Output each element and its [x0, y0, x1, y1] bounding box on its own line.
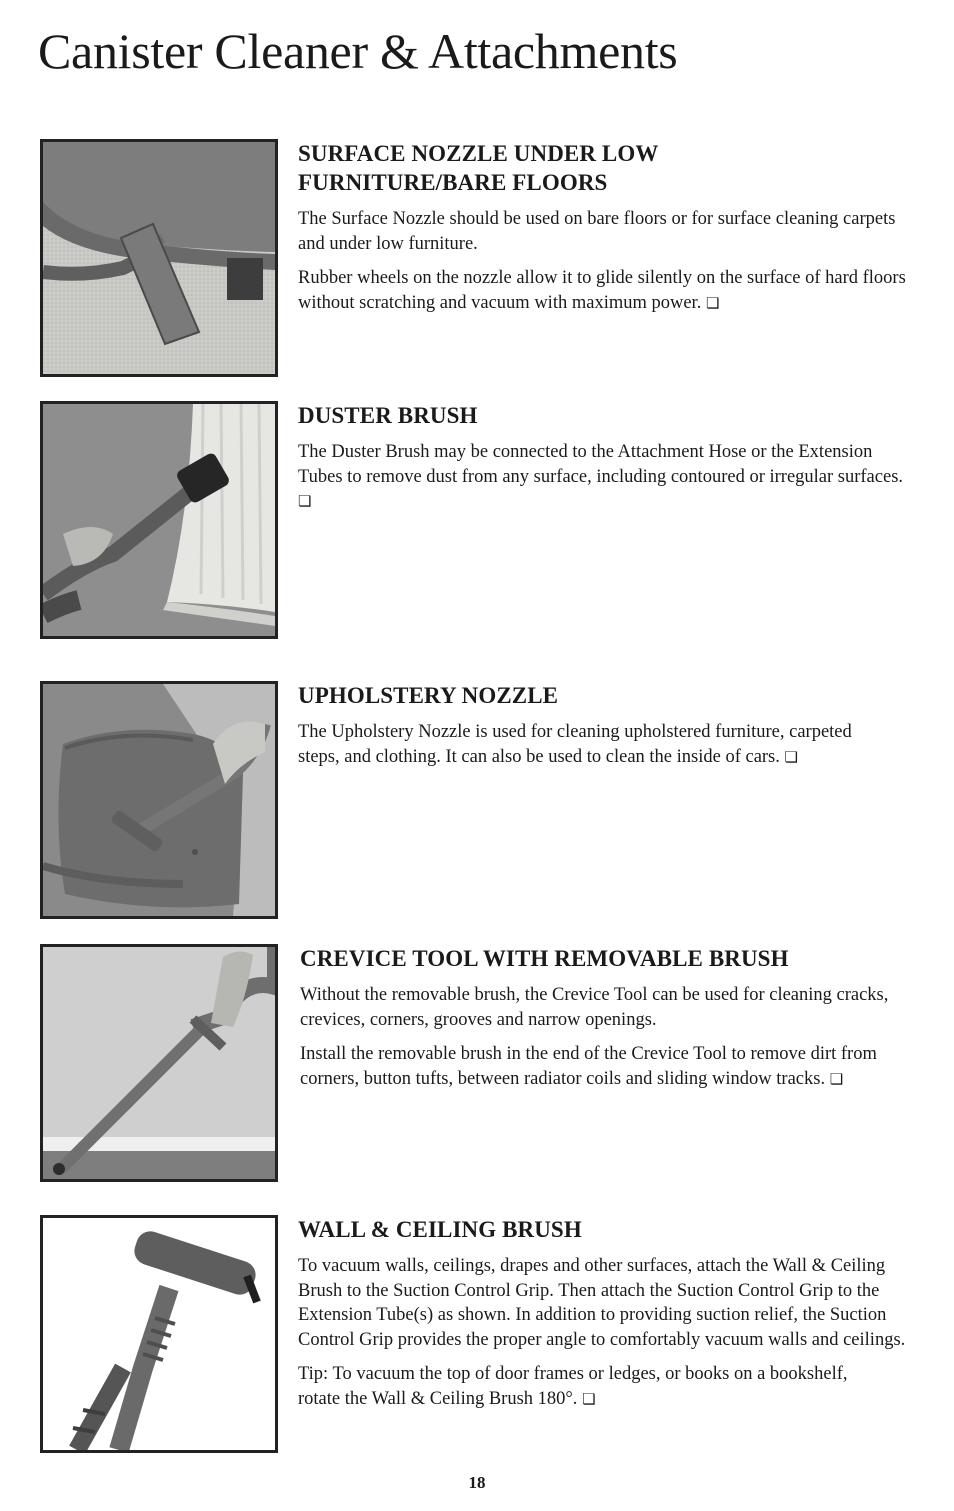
duster-brush-photo	[40, 401, 278, 639]
section-heading	[298, 139, 918, 197]
end-mark-icon: ❏	[298, 494, 312, 510]
paragraph: The Upholstery Nozzle is used for cleaning upholstered furniture, carpeted steps, and clothing. It can also be used to clean the inside of cars. ❏	[298, 722, 852, 767]
section-heading: DUSTER BRUSH	[298, 403, 478, 428]
wall-ceiling-brush-photo	[40, 1215, 278, 1453]
paragraph: The Duster Brush may be connected to the Attachment Hose or the Extension Tubes to remove dust from any surface, including contoured or irregular surfaces. ❏	[298, 442, 904, 510]
section-wall-ceiling-brush	[40, 1215, 920, 1455]
section-heading: WALL & CEILING BRUSH	[298, 1217, 582, 1242]
paragraph: Install the removable brush in the end of the Crevice Tool to remove dirt from corners, button tufts, between radiator coils and sliding window tracks. ❏	[300, 1044, 877, 1089]
surface-nozzle-photo	[40, 139, 278, 377]
heading-line: FURNITURE/BARE FLOORS	[298, 170, 608, 195]
page-number: 18	[468, 1473, 486, 1492]
paragraph: To vacuum walls, ceilings, drapes and other surfaces, attach the Wall & Ceiling Brush to the Suction Control Grip. Then attach the Suction Control Grip to the Extension Tube(s) as shown. In addition to providing suction relief, the Suction Control Grip provides the proper angle to comfortably vacuum walls and ceilings.	[298, 1256, 906, 1350]
paragraph: Without the removable brush, the Crevice Tool can be used for cleaning cracks, crevices, corners, grooves and narrow openings.	[300, 985, 889, 1030]
paragraph: Rubber wheels on the nozzle allow it to glide silently on the surface of hard floors without scratching and vacuum with maximum power. ❏	[298, 268, 906, 313]
section-surface-nozzle	[40, 139, 920, 379]
upholstery-nozzle-photo	[40, 681, 278, 919]
paragraph: Tip: To vacuum the top of door frames or ledges, or books on a bookshelf, rotate the Wall & Ceiling Brush 180°. ❏	[298, 1364, 848, 1409]
end-mark-icon: ❏	[582, 1391, 596, 1408]
section-heading: CREVICE TOOL WITH REMOVABLE BRUSH	[300, 946, 789, 971]
heading-line: SURFACE NOZZLE UNDER LOW	[298, 141, 659, 166]
paragraph: The Surface Nozzle should be used on bare floors or for surface cleaning carpets and under low furniture.	[298, 209, 896, 254]
end-mark-icon: ❏	[784, 749, 798, 766]
crevice-tool-photo	[40, 944, 278, 1182]
section-heading: UPHOLSTERY NOZZLE	[298, 683, 559, 708]
section-duster-brush	[40, 401, 920, 641]
section-crevice-tool	[40, 944, 920, 1184]
section-upholstery-nozzle	[40, 681, 920, 921]
end-mark-icon: ❏	[829, 1071, 844, 1088]
end-mark-icon: ❏	[705, 295, 720, 312]
page-title: Canister Cleaner & Attachments	[38, 23, 678, 79]
